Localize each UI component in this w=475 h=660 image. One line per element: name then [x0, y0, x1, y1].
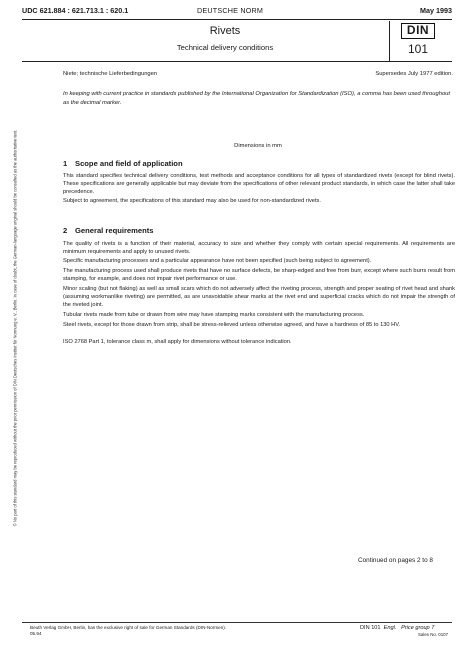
paragraph: Minor scaling (but not flaking) as well as small scars which do not adversely affect the riveting process, strength and proper seating of rivet head and shank (assuming workmanlike riveting) are permitted, as are unavoidable shear marks at the rivet end and superficial cracks which do not impair the strength of the riveted joint. — [63, 286, 455, 309]
copyright-text: © No part of this standard may be reproduced without the prior permission of DIN Deutsches Institut für Normung e. V., Berlin. In case of doubt, the German-language original should be consulted as the authoritative text. — [12, 129, 18, 527]
footer-language: Engl. — [383, 625, 397, 631]
intro-note: In keeping with current practice in standards published by the International Organization for Standardization (ISO), a comma has been used throughout as the decimal marker. — [63, 91, 451, 106]
sales-number: Sales No. 0107 — [418, 631, 449, 637]
document-subtitle: Technical delivery conditions — [176, 43, 274, 52]
paragraph: Tubular rivets made from tube or drawn from wire may have stamping marks consistent with the manufacturing process. — [63, 312, 365, 318]
section-heading — [63, 159, 183, 168]
section-title: General requirements — [75, 226, 154, 235]
continued-note: Continued on pages 2 to 8 — [358, 557, 433, 564]
supersedes-note: Supersedes July 1977 edition. — [375, 71, 453, 77]
print-code: 05.94 — [30, 631, 42, 637]
paragraph: Specific manufacturing processes and a particular appearance have not been specified (such being subject to agreement). — [63, 258, 372, 264]
footer-right — [360, 625, 448, 639]
german-title: Niete; technische Lieferbedingungen — [63, 71, 158, 77]
title-block — [62, 22, 388, 60]
dimensions-note: Dimensions in mm — [234, 143, 282, 149]
title-divider — [389, 21, 390, 62]
footer-rule — [22, 622, 452, 623]
din-logo-text: DIN — [401, 23, 435, 39]
header-rule — [22, 61, 452, 62]
header-bar — [22, 6, 452, 20]
paragraph: This standard specifies technical delivery conditions, test methods and acceptance conditions for all types of standardized rivets (except for blind rivets). These specifications are generally applicable but may deviate from the specifications of other relevant product standards, in which case the latter shall take precedence. — [63, 173, 455, 196]
section-number: 1 — [63, 159, 68, 168]
paragraph: The quality of rivets is a function of their material, accuracy to size and whether they comply with certain special requirements. All requirements are minimum requirements and apply to unused rivets. — [63, 241, 455, 256]
standard-number: 101 — [407, 42, 429, 56]
document-title: Rivets — [209, 25, 241, 37]
price-group: Price group 7 — [401, 625, 435, 631]
section-number: 2 — [63, 226, 68, 235]
footer-din-ref: DIN 101 — [360, 625, 381, 631]
paragraph: Steel rivets, except for those drawn from strip, shall be stress-relieved unless otherwise agreed, and have a hardness of 85 to 130 HV. — [63, 322, 401, 328]
footer-left — [30, 625, 226, 637]
udc-code: UDC 621.884 : 621.713.1 : 620.1 — [22, 6, 129, 15]
meta-row — [63, 71, 453, 77]
paragraph: ISO 2768 Part 1, tolerance class m, shall apply for dimensions without tolerance indication. — [63, 339, 292, 345]
section-heading — [63, 226, 154, 235]
norm-label: DEUTSCHE NORM — [197, 6, 264, 15]
issue-date: May 1993 — [420, 6, 452, 15]
section-title: Scope and field of application — [75, 159, 183, 168]
din-logo — [401, 23, 435, 56]
publisher-note: Beuth Verlag GmbH, Berlin, has the exclusive right of sale for German Standards (DIN-Normen). — [30, 625, 227, 630]
paragraph: Subject to agreement, the specifications of this standard may also be used for non-standardized rivets. — [63, 198, 321, 204]
paragraph: The manufacturing process used shall produce rivets that have no surface defects, be sharp-edged and free from burr, except where such burrs result from stamping, for example, and does not impair rivet performance or use. — [63, 268, 455, 283]
copyright-side-note — [4, 129, 26, 527]
